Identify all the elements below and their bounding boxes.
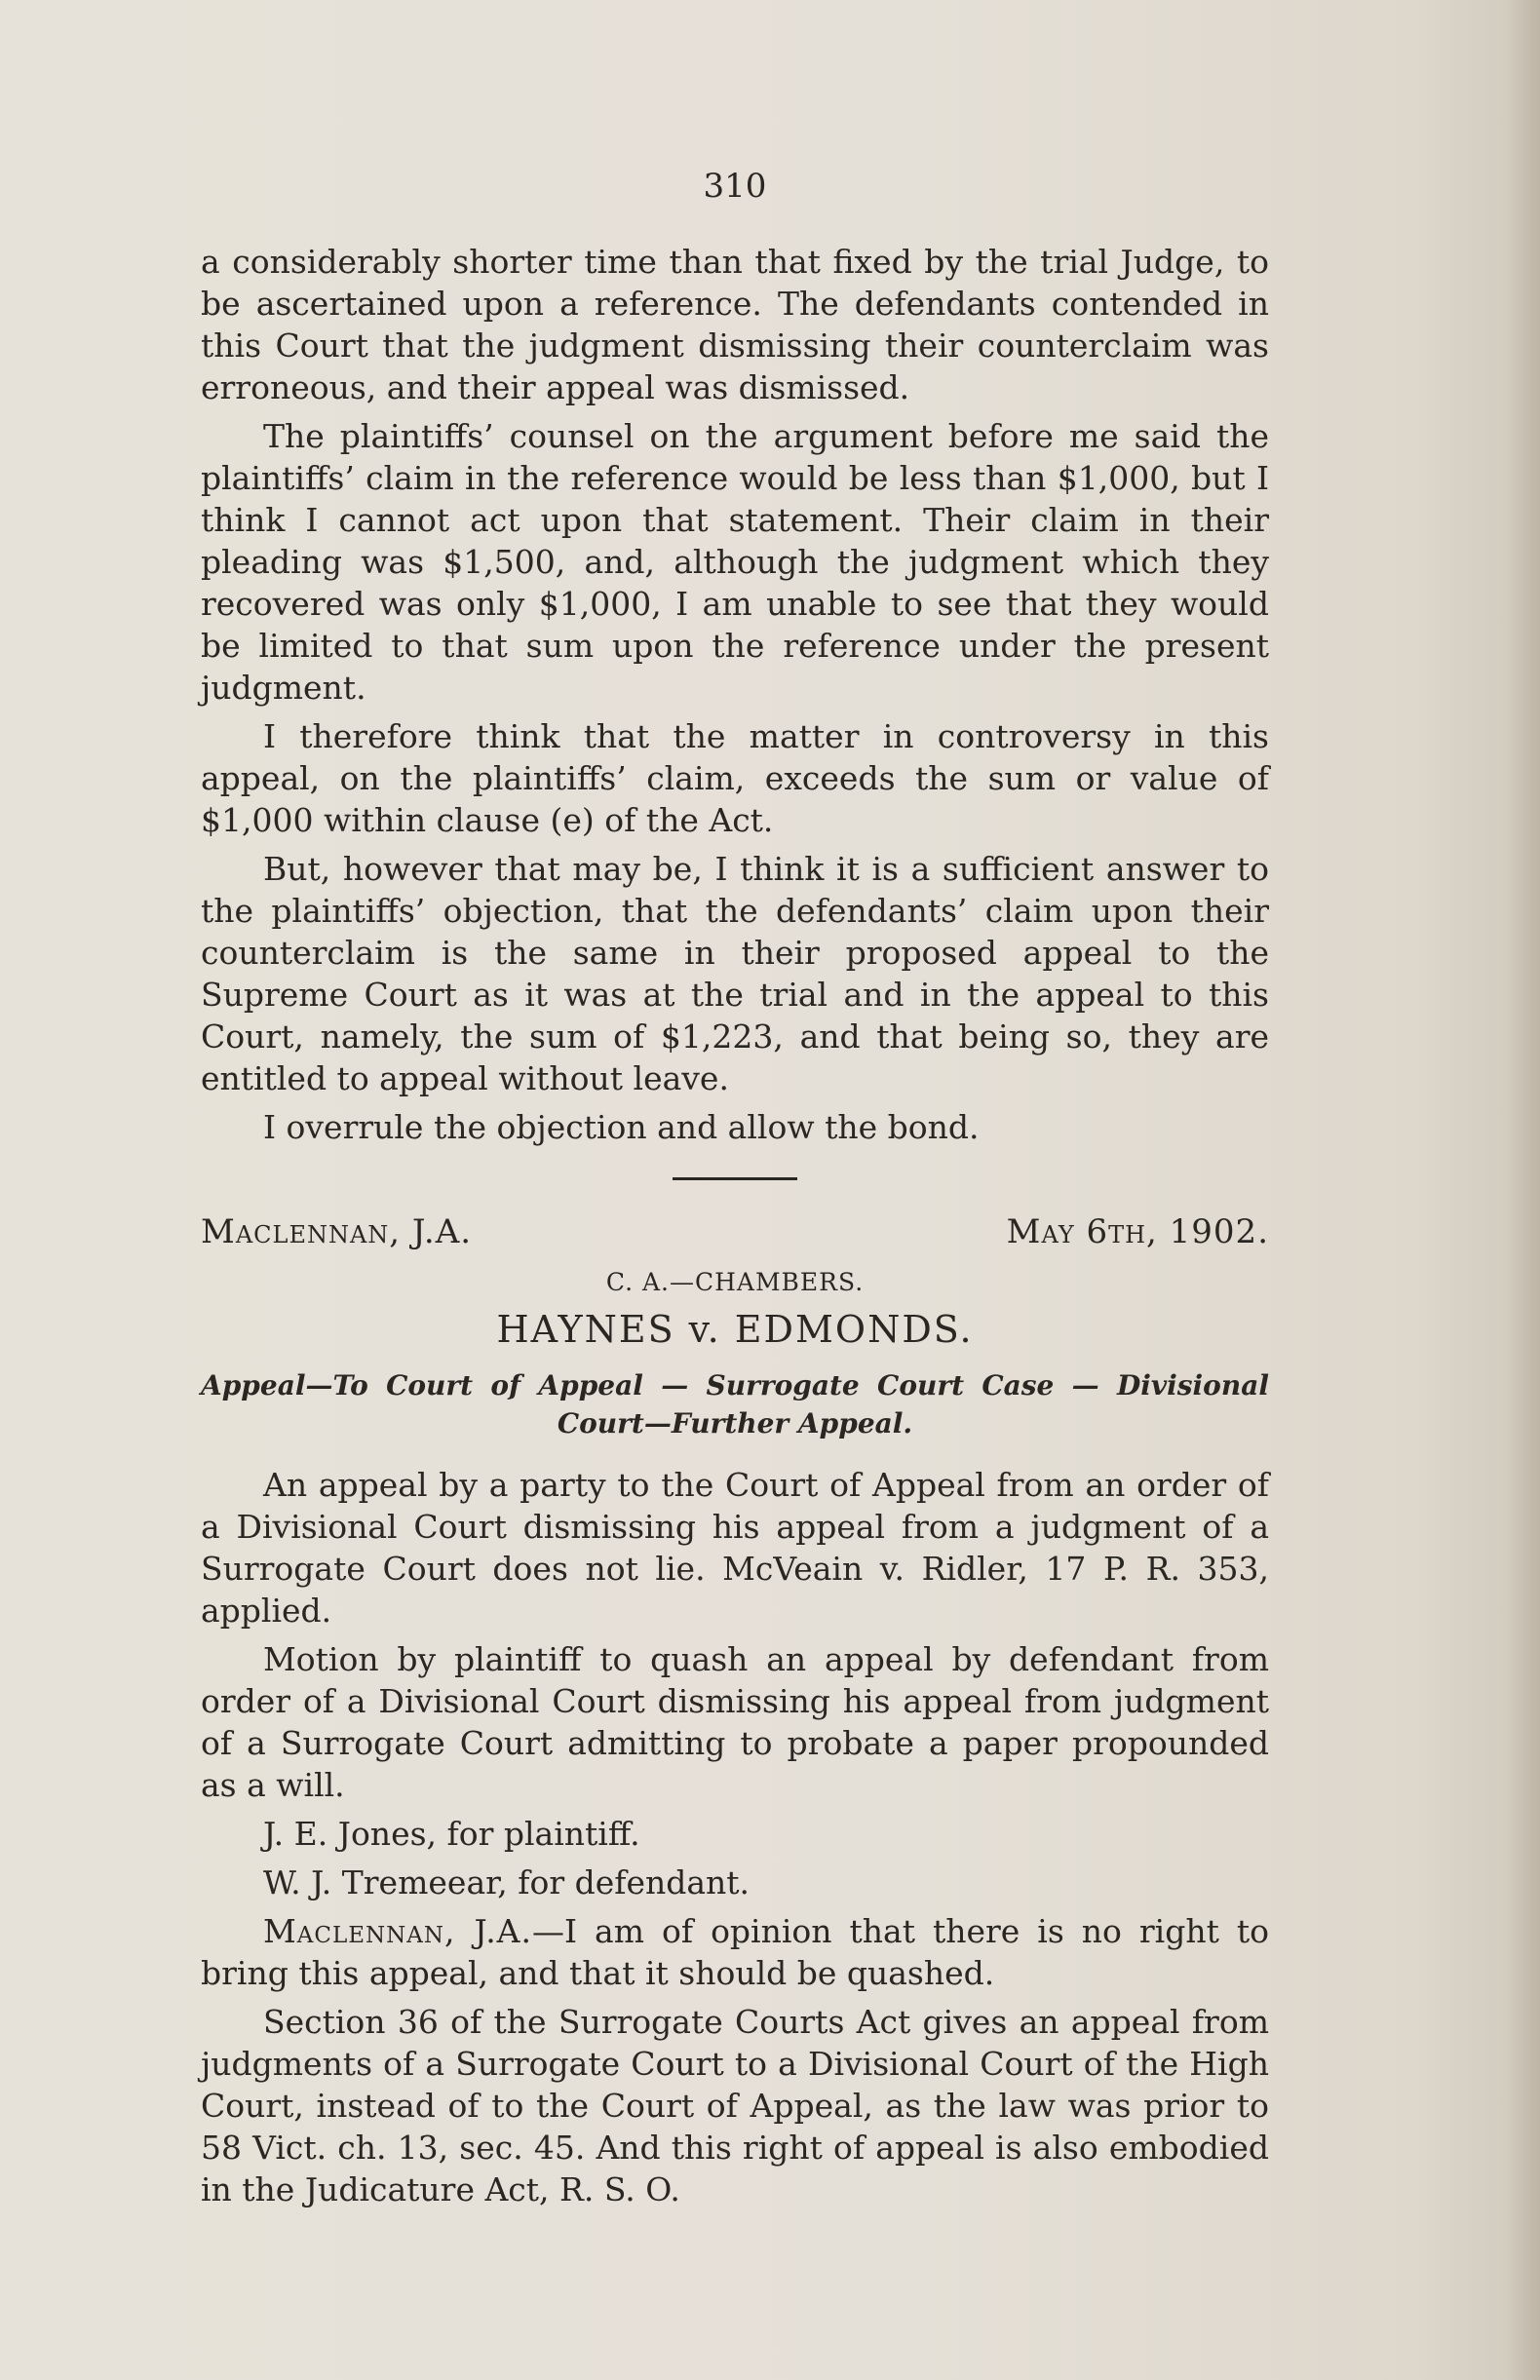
headnote: Appeal—To Court of Appeal — Surrogate Court Case — Divisional Court—Further Appeal. — [201, 1369, 1269, 1440]
judge-name: Maclennan, J.A. — [201, 1212, 473, 1251]
paragraph: I overrule the objection and allow the bond. — [263, 1108, 980, 1146]
opinion-paragraph — [201, 1910, 1269, 1994]
case-title: HAYNES v. EDMONDS. — [496, 1308, 974, 1351]
opinion-author: Maclennan, J.A. — [263, 1912, 533, 1950]
paragraph: An appeal by a party to the Court of Appeal from an order of a Divisional Court dismissing his appeal from a judgment of a Surrogate Court does not lie. McVeain v. Ridler, 17 P. R. 353, applied. — [201, 1466, 1269, 1630]
counsel-line: J. E. Jones, for plaintiff. — [263, 1815, 640, 1853]
paragraph: But, however that may be, I think it is a sufficient answer to the plaintiffs’ objection, that the defendants’ claim upon their counterclaim is the same in their proposed appeal to the Supreme Court as it was at the trial and in the appeal to this Court, namely, the sum of $1,223, and that being so, they are entitled to appeal without leave. — [201, 850, 1269, 1097]
paragraph: I therefore think that the matter in controversy in this appeal, on the plaintiffs’ claim, exceeds the sum or value of $1,000 within clause (e) of the Act. — [201, 717, 1269, 839]
opinion-text: —I am of opinion that there is no right to bring this appeal, and that it should be quashed. — [201, 1912, 1269, 1992]
page-number: 310 — [703, 167, 767, 206]
section-divider — [673, 1177, 797, 1180]
paragraph: The plaintiffs’ counsel on the argument before me said the plaintiffs’ claim in the reference would be less than $1,000, but I think I cannot act upon that statement. Their claim in their pleading was $1,500, and, although the judgment which they recovered was only $1,000, I am unable to see that they would be limited to that sum upon the reference under the present judgment. — [201, 417, 1269, 707]
opinion-paragraph: Section 36 of the Surrogate Courts Act gives an appeal from judgments of a Surrogate Court to a Divisional Court of the High Court, instead of to the Court of Appeal, as the law was prior to 58 Vict. ch. 13, sec. 45. And this right of appeal is also embodied in the Judicature Act, R. S. O. — [201, 2003, 1269, 2208]
page-edge-shadow — [1507, 0, 1540, 2380]
paragraph: Motion by plaintiff to quash an appeal by defendant from order of a Divisional Court dismissing his appeal from judgment of a Surrogate Court admitting to probate a paper propounded as a will. — [201, 1640, 1269, 1804]
counsel-line: W. J. Tremeear, for defendant. — [263, 1863, 751, 1901]
paragraph: a considerably shorter time than that fixed by the trial Judge, to be ascertained upon a reference. The defendants contended in this Court that the judgment dismissing their counterclaim was erroneous, and their appeal was dismissed. — [201, 243, 1269, 406]
decision-date: May 6th, 1902. — [1006, 1212, 1269, 1251]
page-text — [201, 166, 1269, 2217]
case-header — [201, 1211, 1269, 1253]
court-chambers: C. A.—CHAMBERS. — [605, 1268, 865, 1296]
